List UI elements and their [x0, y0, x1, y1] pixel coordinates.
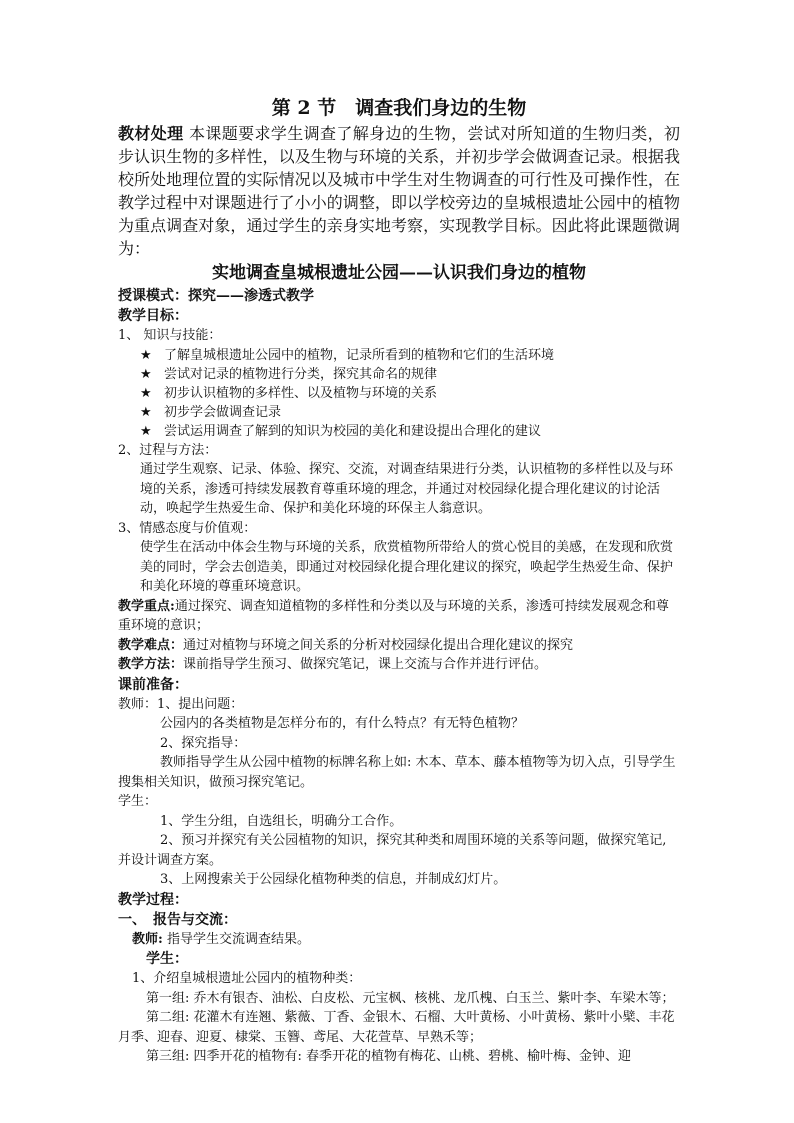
- list-item: ★ 初步认识植物的多样性、以及植物与环境的关系: [140, 385, 438, 401]
- list-item: ★ 尝试运用调查了解到的知识为校园的美化和建设提出合理化的建议: [140, 423, 542, 439]
- goals-heading: 教学目标：: [118, 308, 188, 324]
- mode-text: 探究——渗透式教学: [188, 288, 314, 304]
- intro-text: 本课题要求学生调查了解身边的生物，尝试对所知道的生物归类，初步认识生物的多样性，以及生物与环境的关系，并初步学会做调查记录。根据我校所处地理位置的实际情况以及城市中学生对生物调查的可行性及可操作性，在教学过程中对课题进行了小小的调整，即以学校旁边的皇城根遗址公园中的植物为重点调查对象，通过学生的亲身实地考察，实现教学目标。因此将此课题微调为：: [118, 124, 680, 258]
- prep-t2: 2、探究指导：: [160, 735, 247, 751]
- emotion-heading: 3、情感态度与价值观：: [118, 520, 257, 536]
- prep-t1: 1、提出问题：: [157, 696, 244, 712]
- difficulty-line: [118, 636, 680, 656]
- mode-line: [118, 286, 680, 306]
- method-text: 课前指导学生预习、做探究笔记，课上交流与合作并进行评估。: [183, 657, 548, 672]
- prep-s3: 3、上网搜索关于公园绿化植物种类的信息，并制成幻灯片。: [160, 872, 507, 887]
- ps-intro1: 1、介绍皇城根遗址公园内的植物种类：: [132, 971, 362, 986]
- difficulty-text: 通过对植物与环境之间关系的分析对校园绿化提出合理化建议的探究: [183, 637, 574, 653]
- lesson-subtitle: 实地调查皇城根遗址公园——认识我们身边的植物: [212, 263, 586, 283]
- focus-label: 教学重点:: [118, 598, 175, 614]
- prep-heading: 课前准备：: [118, 676, 188, 693]
- group-2-text: 第二组: 花灌木有连翘、紫薇、丁香、金银木、石榴、大叶黄杨、小叶黄杨、紫叶小檗、丰花月季、迎春、迎夏、棣棠、玉簪、鸢尾、大花萱草、早熟禾等；: [118, 1010, 675, 1045]
- list-item: ★ 初步学会做调查记录: [140, 404, 282, 420]
- star-icon: ★: [140, 404, 152, 420]
- difficulty-label: 教学难点：: [118, 637, 184, 653]
- prep-teacher-line: [118, 695, 680, 715]
- star-icon: ★: [140, 366, 152, 382]
- group-1-text: 第一组: 乔木有银杏、油松、白皮松、元宝枫、核桃、龙爪槐、白玉兰、紫叶李、车梁木等；: [146, 990, 675, 1006]
- process-heading: 2、过程与方法：: [118, 442, 218, 458]
- knowledge-heading: 1、 知识与技能：: [118, 328, 222, 343]
- group-3-text: 第三组: 四季开花的植物有: 春季开花的植物有梅花、山桃、碧桃、榆叶梅、金钟、迎: [146, 1049, 632, 1064]
- prep-student-label: 学生：: [118, 794, 158, 809]
- page-title: 第 2 节 调查我们身边的生物: [271, 97, 527, 119]
- prep-t2-text: 教师指导学生从公园中植物的标牌名称上如: 木本、草本、藤本植物等为切入点，引导学生搜集相关知识，做预习探究笔记。: [118, 755, 676, 790]
- intro-label: 教材处理: [118, 124, 184, 143]
- prep-s1: 1、学生分组，自选组长，明确分工合作。: [160, 813, 403, 829]
- part1-heading: 一、 报告与交流：: [118, 911, 237, 928]
- emotion-text: 使学生在活动中体会生物与环境的关系，欣赏植物所带给人的赏心悦目的美感，在发现和欣赏美的同时，学会去创造美，即通过对校园绿化提合理化建议的探究，唤起学生热爱生命、保护和美化环境的尊重环境意识。: [140, 540, 674, 594]
- star-icon: ★: [140, 385, 152, 401]
- method-label: 教学方法：: [118, 657, 184, 672]
- list-item: ★ 了解皇城根遗址公园中的植物，记录所看到的植物和它们的生活环境: [140, 347, 555, 363]
- ps-teacher-line: [118, 930, 680, 950]
- ps-teacher-text: 指导学生交流调查结果。: [162, 931, 310, 947]
- method-line: [118, 655, 680, 675]
- prep-teacher-label: 教师：: [118, 696, 158, 712]
- star-icon: ★: [140, 423, 152, 439]
- prep-s2: 2、预习并探究有关公园植物的知识，探究其种类和周围环境的关系等问题，做探究笔记, 并设计调查方案。: [118, 833, 667, 868]
- prep-t1-text: 公园内的各类植物是怎样分布的，有什么特点？有无特色植物？: [160, 716, 525, 731]
- document-page: [118, 96, 680, 1067]
- ps-student-label: 学生：: [146, 951, 188, 967]
- focus-line: [118, 597, 680, 636]
- intro-paragraph: [118, 122, 680, 260]
- star-icon: ★: [140, 347, 152, 363]
- process-text: 通过学生观察、记录、体验、探究、交流，对调查结果进行分类，认识植物的多样性以及与环境的关系，渗透可持续发展教育尊重环境的理念，并通过对校园绿化提合理化建议的讨论活动，唤起学生热爱生命、保护和美化环境的环保主人翁意识。: [140, 462, 674, 516]
- ps-teacher-label: 教师:: [132, 931, 163, 947]
- list-item: ★ 尝试对记录的植物进行分类，探究其命名的规律: [140, 366, 438, 382]
- mode-label: 授课模式：: [118, 288, 188, 304]
- process-section-heading: 教学过程：: [118, 891, 188, 908]
- focus-text: 通过探究、调查知道植物的多样性和分类以及与环境的关系，渗透可持续发展观念和尊重环境的意识；: [118, 598, 669, 633]
- knowledge-list: [118, 346, 680, 441]
